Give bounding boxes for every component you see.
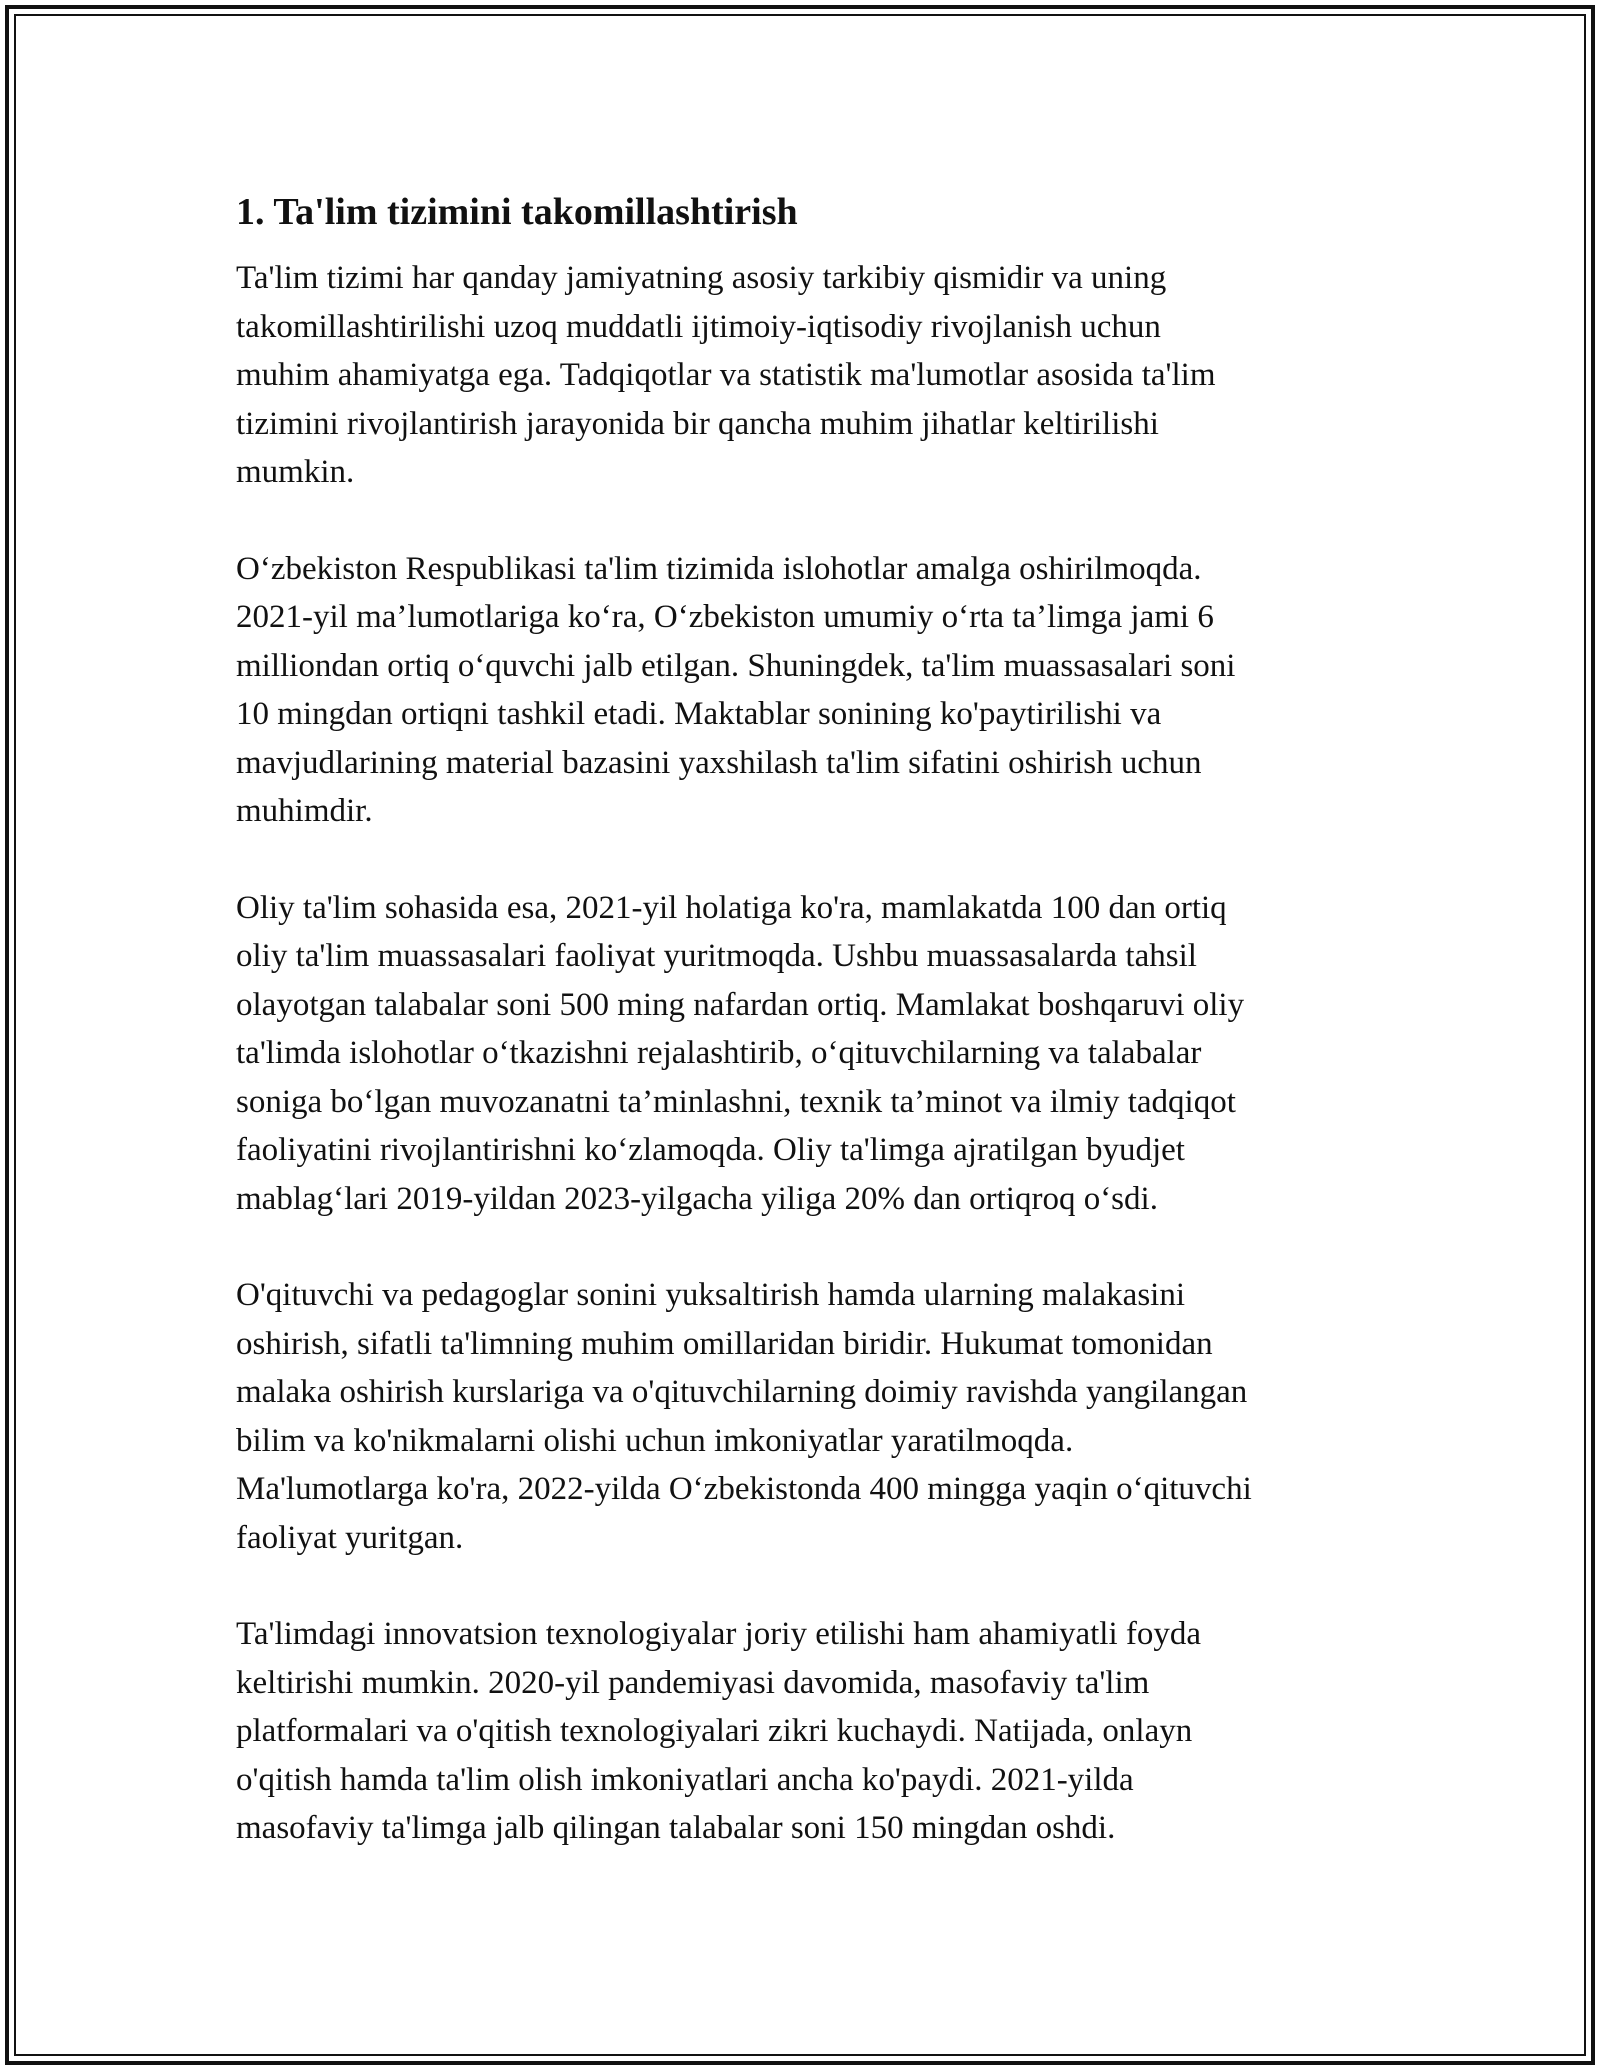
text-line: bilim va ko'nikmalarni olishi uchun imkoniyatlar yaratilmoqda. bbox=[236, 1422, 1074, 1459]
text-line: Ma'lumotlarga ko'ra, 2022-yilda O‘zbekistonda 400 mingga yaqin o‘qituvchi bbox=[236, 1471, 1252, 1507]
text-line: mablag‘lari 2019-yildan 2023-yilgacha yiliga 20% dan ortiqroq o‘sdi. bbox=[236, 1180, 1158, 1217]
text-line: O‘zbekiston Respublikasi ta'lim tizimida islohotlar amalga oshirilmoqda. bbox=[236, 550, 1202, 587]
text-line: O'qituvchi va pedagoglar sonini yuksaltirish hamda ularning malakasini bbox=[236, 1277, 1185, 1313]
text-line: muhimdir. bbox=[236, 793, 373, 829]
text-line: milliondan ortiq o‘quvchi jalb etilgan. Shuningdek, ta'lim muassasalari soni bbox=[236, 647, 1236, 684]
text-line: malaka oshirish kurslariga va o'qituvchilarning doimiy ravishda yangilangan bbox=[236, 1374, 1248, 1410]
paragraph-higher-education bbox=[236, 884, 1366, 1224]
text-line: oliy ta'lim muassasalari faoliyat yuritmoqda. Ushbu muassasalarda tahsil bbox=[236, 938, 1197, 974]
text-line: tizimini rivojlantirish jarayonida bir qancha muhim jihatlar keltirilishi bbox=[236, 405, 1159, 442]
text-line: keltirishi mumkin. 2020-yil pandemiyasi davomida, masofaviy ta'lim bbox=[236, 1664, 1150, 1701]
paragraph-intro bbox=[236, 254, 1366, 497]
text-line: 10 mingdan ortiqni tashkil etadi. Maktablar sonining ko'paytirilishi va bbox=[236, 696, 1162, 732]
paragraph-teachers bbox=[236, 1271, 1366, 1562]
text-line: soniga bo‘lgan muvozanatni ta’minlashni, texnik ta’minot va ilmiy tadqiqot bbox=[236, 1083, 1236, 1120]
text-line: mavjudlarining material bazasini yaxshilash ta'lim sifatini oshirish uchun bbox=[236, 744, 1202, 781]
text-line: masofaviy ta'limga jalb qilingan talabalar soni 150 mingdan oshdi. bbox=[236, 1810, 1116, 1846]
text-line: Oliy ta'lim sohasida esa, 2021-yil holatiga ko'ra, mamlakatda 100 dan ortiq bbox=[236, 889, 1227, 926]
text-line: Ta'limdagi innovatsion texnologiyalar joriy etilishi ham ahamiyatli foyda bbox=[236, 1616, 1202, 1652]
document-body bbox=[236, 186, 1366, 1901]
text-line: faoliyatini rivojlantirishni ko‘zlamoqda. Oliy ta'limga ajratilgan byudjet bbox=[236, 1132, 1185, 1168]
text-line: mumkin. bbox=[236, 454, 355, 490]
text-line: ta'limda islohotlar o‘tkazishni rejalashtirib, o‘qituvchilarning va talabalar bbox=[236, 1035, 1202, 1071]
text-line: faoliyat yuritgan. bbox=[236, 1519, 464, 1556]
text-line: o'qitish hamda ta'lim olish imkoniyatlari ancha ko'paydi. 2021-yilda bbox=[236, 1761, 1134, 1798]
text-line: muhim ahamiyatga ega. Tadqiqotlar va statistik ma'lumotlar asosida ta'lim bbox=[236, 357, 1216, 393]
text-line: Ta'lim tizimi har qanday jamiyatning asosiy tarkibiy qismidir va uning bbox=[236, 260, 1167, 296]
text-line: platformalari va o'qitish texnologiyalari zikri kuchaydi. Natijada, onlayn bbox=[236, 1713, 1193, 1749]
document-title: 1. Ta'lim tizimini takomillashtirish bbox=[236, 191, 798, 233]
text-line: takomillashtirilishi uzoq muddatli ijtimoiy-iqtisodiy rivojlanish uchun bbox=[236, 308, 1161, 345]
text-line: olayotgan talabalar soni 500 ming nafardan ortiq. Mamlakat boshqaruvi oliy bbox=[236, 986, 1245, 1023]
paragraph-general-education bbox=[236, 545, 1366, 836]
paragraph-innovation bbox=[236, 1610, 1366, 1853]
text-line: 2021-yil ma’lumotlariga ko‘ra, O‘zbekiston umumiy o‘rta ta’limga jami 6 bbox=[236, 599, 1214, 635]
text-line: oshirish, sifatli ta'limning muhim omillaridan biridir. Hukumat tomonidan bbox=[236, 1325, 1213, 1362]
